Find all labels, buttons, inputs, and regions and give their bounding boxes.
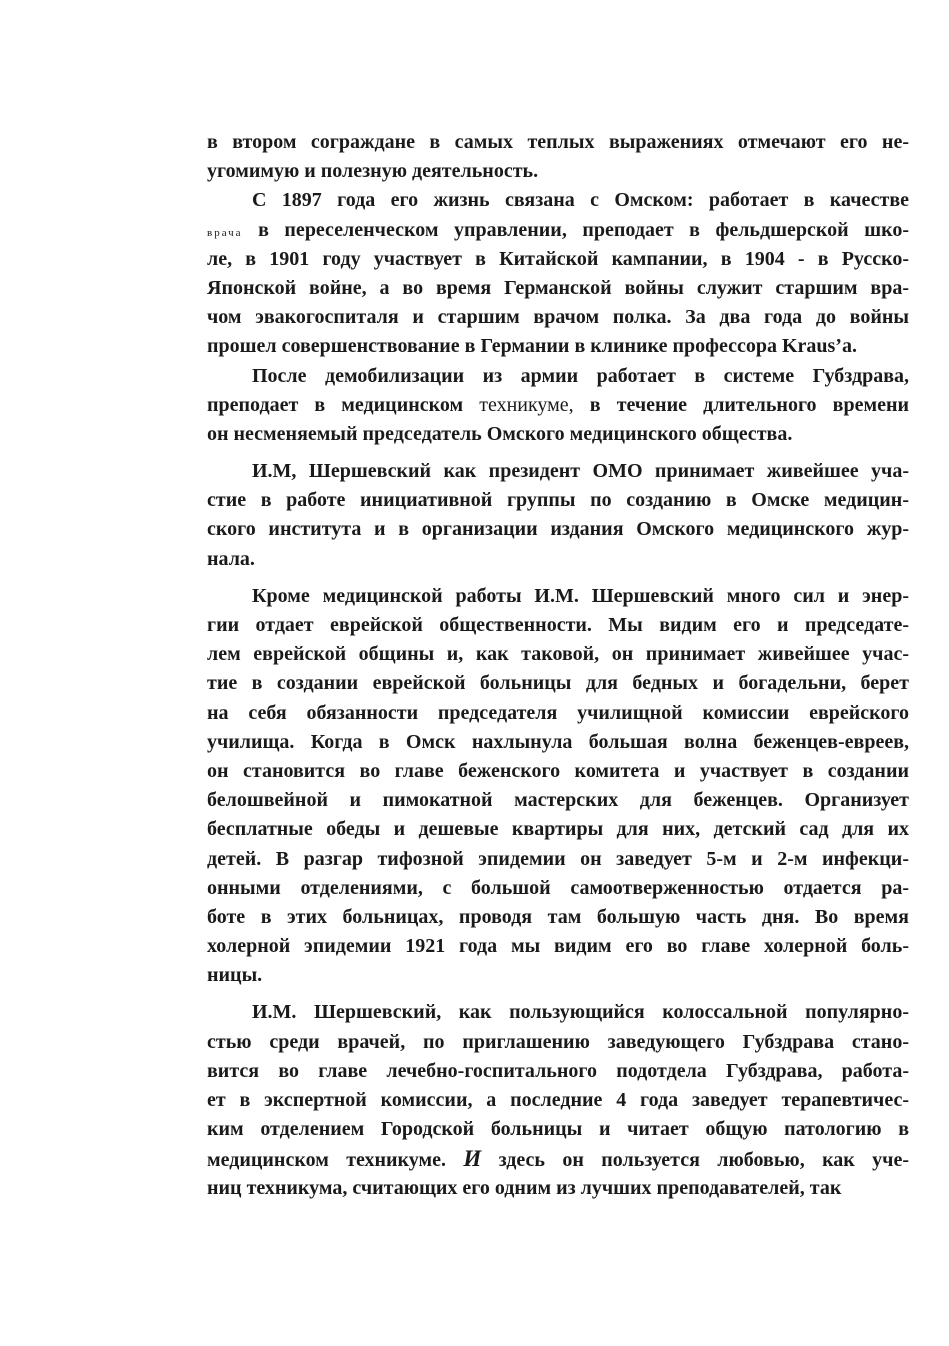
paragraph [207,128,909,186]
text-line: он несменяемый председатель Омского медицинского общества. [207,422,793,445]
text-line: С 1897 года его жизнь связана с Омском: работает в качестве [252,189,909,212]
text-run: в течение длительного времени [573,393,909,416]
text-line: ниц техникума, считающих его одним из лучших преподавателей, так [207,1176,842,1199]
text-line: на себя обязанности председателя училищной комиссии еврейского [207,701,909,724]
text-line: чом эвакогоспиталя и старшим врачом полка. За два года до войны [207,306,909,329]
text-line: в втором сограждане в самых теплых выражениях отмечают его не- [207,131,909,153]
small-caps-word: врача [207,226,243,239]
paragraph [207,362,909,450]
text-run: преподает в медицинском [207,393,480,416]
paragraph [207,186,909,361]
paragraph [207,998,909,1202]
text-run: в переселенческом управлении, преподает в фельдшерской шко- [242,218,909,241]
text-line [207,216,909,245]
text-line: стью среди врачей, по приглашению заведующего Губздрава стано- [207,1030,909,1053]
text-line: гии отдает еврейской общественности. Мы видим его и председате- [207,614,909,636]
text-line [207,1144,909,1173]
text-line [207,391,909,420]
text-line: лем еврейской общины и, как таковой, он принимает живейшее учас- [207,643,909,666]
text-line: вится во главе лечебно-госпитального подотдела Губздрава, работа- [207,1059,909,1082]
text-run: медицинском техникуме. [207,1149,464,1172]
text-line: холерной эпидемии 1921 года мы видим его во главе холерной боль- [207,935,909,958]
text-line: он становится во главе беженского комитета и участвует в создании [207,759,909,782]
text-line: прошел совершенствование в Германии в клинике профессора Kraus’a. [207,335,857,358]
paragraph-gap [207,574,909,582]
paragraph-gap [207,449,909,457]
text-line: ет в экспертной комиссии, а последние 4 года заведует терапевтичес- [207,1089,909,1111]
text-line: ницы. [207,964,263,987]
paragraph-gap [207,990,909,998]
text-line: угомимую и полезную деятельность. [207,160,539,183]
text-line: ким отделением Городской больницы и читает общую патологию в [207,1118,909,1141]
text-line: онными отделениями, с большой самоотверженностью отдается ра- [207,876,909,899]
text-line: Кроме медицинской работы И.М. Шершевский много сил и энер- [252,584,909,607]
document-page [207,128,909,1203]
text-line: И.М, Шершевский как президент ОМО принимает живейшее уча- [252,460,909,483]
italic-letter: И [463,1146,482,1172]
text-line: тие в создании еврейской больницы для бедных и богадельни, берет [207,672,909,695]
text-run: здесь он пользуется любовью, как уче- [481,1149,909,1172]
text-line: стие в работе инициативной группы по созданию в Омске медицин- [207,489,909,512]
text-line: бесплатные обеды и дешевые квартиры для них, детский сад для их [207,818,909,841]
regular-weight-word: техникуме, [479,393,574,416]
text-line: белошвейной и пимокатной мастерских для беженцев. Организует [207,789,909,812]
paragraph [207,457,909,574]
text-line: детей. В разгар тифозной эпидемии он заведует 5-м и 2-м инфекци- [207,847,909,870]
text-line: Японской войне, а во время Германской войны служит старшим вра- [207,276,909,299]
text-line: После демобилизации из армии работает в системе Губздрава, [252,364,909,387]
text-line: ского института и в организации издания Омского медицинского жур- [207,518,909,541]
text-line: боте в этих больницах, проводя там большую часть дня. Во время [207,905,909,928]
text-line: ле, в 1901 году участвует в Китайской кампании, в 1904 - в Русско- [207,247,909,270]
paragraph [207,582,909,991]
text-line: И.М. Шершевский, как пользующийся колоссальной популярно- [252,1001,909,1024]
text-line: нала. [207,547,255,570]
text-line: училища. Когда в Омск нахлынула большая волна беженцев-евреев, [207,730,909,753]
